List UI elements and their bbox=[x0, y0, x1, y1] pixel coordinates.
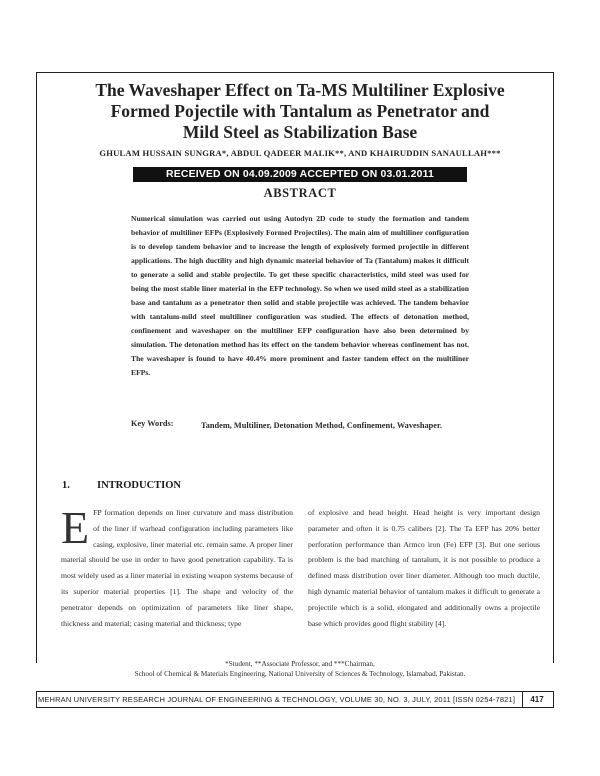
received-date-banner: RECEIVED ON 04.09.2009 ACCEPTED ON 03.01.2011 bbox=[133, 167, 467, 182]
drop-cap: E bbox=[61, 502, 90, 553]
paper-title bbox=[50, 80, 550, 143]
author-affiliation-footnote bbox=[40, 659, 560, 679]
abstract-text: Numerical simulation was carried out using Autodyn 2D code to study the formation and tandem behavior of multiliner EFPs (Explosively Formed Projectiles). The main aim of multiliner configuration is to develop tandem behavior and to increase the length of explosively formed projectile in different applications. The high ductility and high dynamic material behavior of Ta (Tantalum) makes it difficult to generate a solid and stable projectile. To get these specific characteristics, mild steel was used for being the most stable liner material in the EFP technology. So when we used mild steel as a stabilization base and tantalum as a penetrator then solid and stable projectile was achieved. The tandem behavior with tantalum-mild steel multiliner configuration was studied. The effects of detonation method, confinement and waveshaper on the multiliner EFP configuration have also been determined by simulation. The detonation method has its effect on the tandem behavior whereas confinement has not. The waveshaper is found to have 40.4% more prominent and faster tandem effect on the multiliner EFPs. bbox=[131, 214, 469, 377]
author-list: GHULAM HUSSAIN SUNGRA*, ABDUL QADEER MALIK**, AND KHAIRUDDIN SANAULLAH*** bbox=[99, 148, 501, 158]
footnote-line-2: School of Chemical & Materials Engineering, National University of Sciences & Technology, Islamabad, Pakistan. bbox=[134, 670, 466, 678]
title-line-1: The Waveshaper Effect on Ta-MS Multiliner Explosive bbox=[95, 80, 505, 100]
abstract-heading: ABSTRACT bbox=[263, 186, 337, 200]
keywords-text: Tandem, Multiliner, Detonation Method, Confinement, Waveshaper. bbox=[201, 421, 442, 430]
title-line-2: Formed Pojectile with Tantalum as Penetrator and bbox=[110, 101, 490, 121]
section-number: 1. bbox=[62, 480, 70, 491]
intro-left-column bbox=[61, 502, 293, 631]
page-number: 417 bbox=[522, 692, 551, 707]
footnote-line-1: *Student, **Associate Professor, and ***Chairman, bbox=[225, 660, 375, 668]
intro-right-text: of explosive and head height. Head height is very important design parameter and often it is 0.75 calibers [2]. The Ta EFP has 20% better perforation performance than Armco iron (Fe) EFP [3]. But one serious problem is the bad matching of tantalum, it is not possible to produce a defined mass distribution over liner diameter. Although too much ductile, high dynamic material behavior of tantalum makes it difficult to generate a projectile which is a solid, elongated and additionally owns a projectile base which provides good flight stability [4]. bbox=[308, 508, 540, 628]
keywords-label: Key Words: bbox=[131, 419, 174, 428]
journal-citation: MEHRAN UNIVERSITY RESEARCH JOURNAL OF ENGINEERING & TECHNOLOGY, VOLUME 30, NO. 3, JULY, 2011 [ISSN 0254-7821] bbox=[38, 695, 516, 704]
intro-right-column bbox=[308, 505, 540, 631]
intro-left-text: FP formation depends on liner curvature and mass distribution of the liner if warhead configuration including parameters like casing, explosive, liner material etc. remain same. A proper liner material should be use in order to have good penetration capability. Ta is most widely used as a liner material in existing weapon systems because of its superior material properties [1]. The shape and velocity of the penetrator depends on optimization of parameters like liner shape, thickness and material; casing material and thickness; type bbox=[61, 508, 293, 628]
title-line-3: Mild Steel as Stabilization Base bbox=[182, 122, 418, 142]
section-title: INTRODUCTION bbox=[97, 480, 182, 491]
